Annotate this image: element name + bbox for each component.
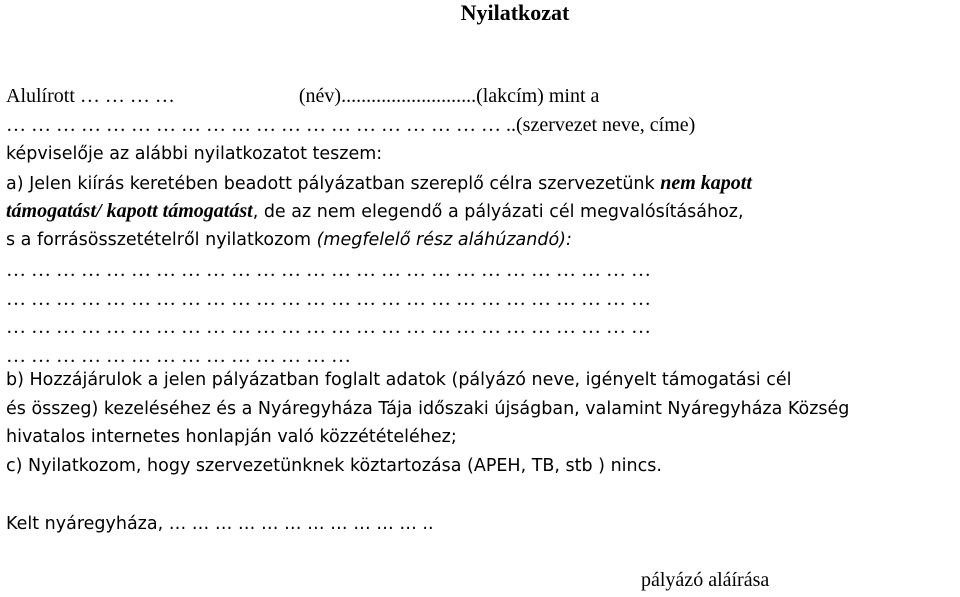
document-title: Nyilatkozat bbox=[460, 0, 570, 25]
clause-b-line-2: és összeg) kezeléséhez és a Nyáregyháza Tája időszaki újságban, valamint Nyáregyháza Község bbox=[6, 399, 850, 419]
organization-placeholder-line: … … … … … … … … … … … … … … … … … … … … ..(szervezet neve, címe) bbox=[6, 114, 696, 136]
clause-a-text-2: , de az nem elegendő a pályázati cél megvalósításához, bbox=[252, 202, 744, 222]
dotted-fill-line-1: … … … … … … … … … … … … … … … … … … … … … … … … … … bbox=[6, 259, 651, 281]
clause-a-line-2 bbox=[6, 199, 744, 224]
clause-a-italic-note: (megfelelő rész aláhúzandó): bbox=[316, 230, 572, 250]
name-address-placeholder: (név)...........................(lakcím) mint a bbox=[298, 85, 600, 107]
dotted-fill-line-4: … … … … … … … … … … … … … … bbox=[6, 345, 351, 367]
clause-b-line-1: b) Hozzájárulok a jelen pályázatban foglalt adatok (pályázó neve, igényelt támogatási cél bbox=[6, 370, 792, 390]
clause-a-line-3 bbox=[6, 228, 572, 252]
intro-line-3: képviselője az alábbi nyilatkozatot teszem: bbox=[6, 144, 383, 164]
declarant-name-placeholder: Alulírott … … … … bbox=[6, 85, 175, 107]
dotted-fill-line-2: … … … … … … … … … … … … … … … … … … … … … … … … … … bbox=[6, 288, 651, 310]
clause-a-line-1 bbox=[6, 171, 752, 196]
clause-b-line-3: hivatalos internetes honlapján való közzétételéhez; bbox=[6, 427, 457, 447]
intro-line-1 bbox=[6, 84, 599, 108]
clause-a-emphasis-2: támogatást/ kapott támogatást bbox=[6, 200, 253, 222]
clause-c-line: c) Nyilatkozom, hogy szervezetünknek köztartozása (APEH, TB, stb ) nincs. bbox=[6, 456, 662, 476]
clause-a-text: a) Jelen kiírás keretében beadott pályázatban szereplő célra szervezetünk bbox=[6, 174, 661, 194]
clause-a-text-3: s a forrásösszetételről nyilatkozom bbox=[6, 230, 317, 250]
place-date-line: Kelt nyáregyháza, … … … … … … … … … … … .. bbox=[6, 514, 434, 534]
dotted-fill-line-3: … … … … … … … … … … … … … … … … … … … … … … … … … … bbox=[6, 316, 651, 338]
signature-label: pályázó aláírása bbox=[641, 569, 770, 591]
clause-a-emphasis-1: nem kapott bbox=[660, 172, 752, 194]
